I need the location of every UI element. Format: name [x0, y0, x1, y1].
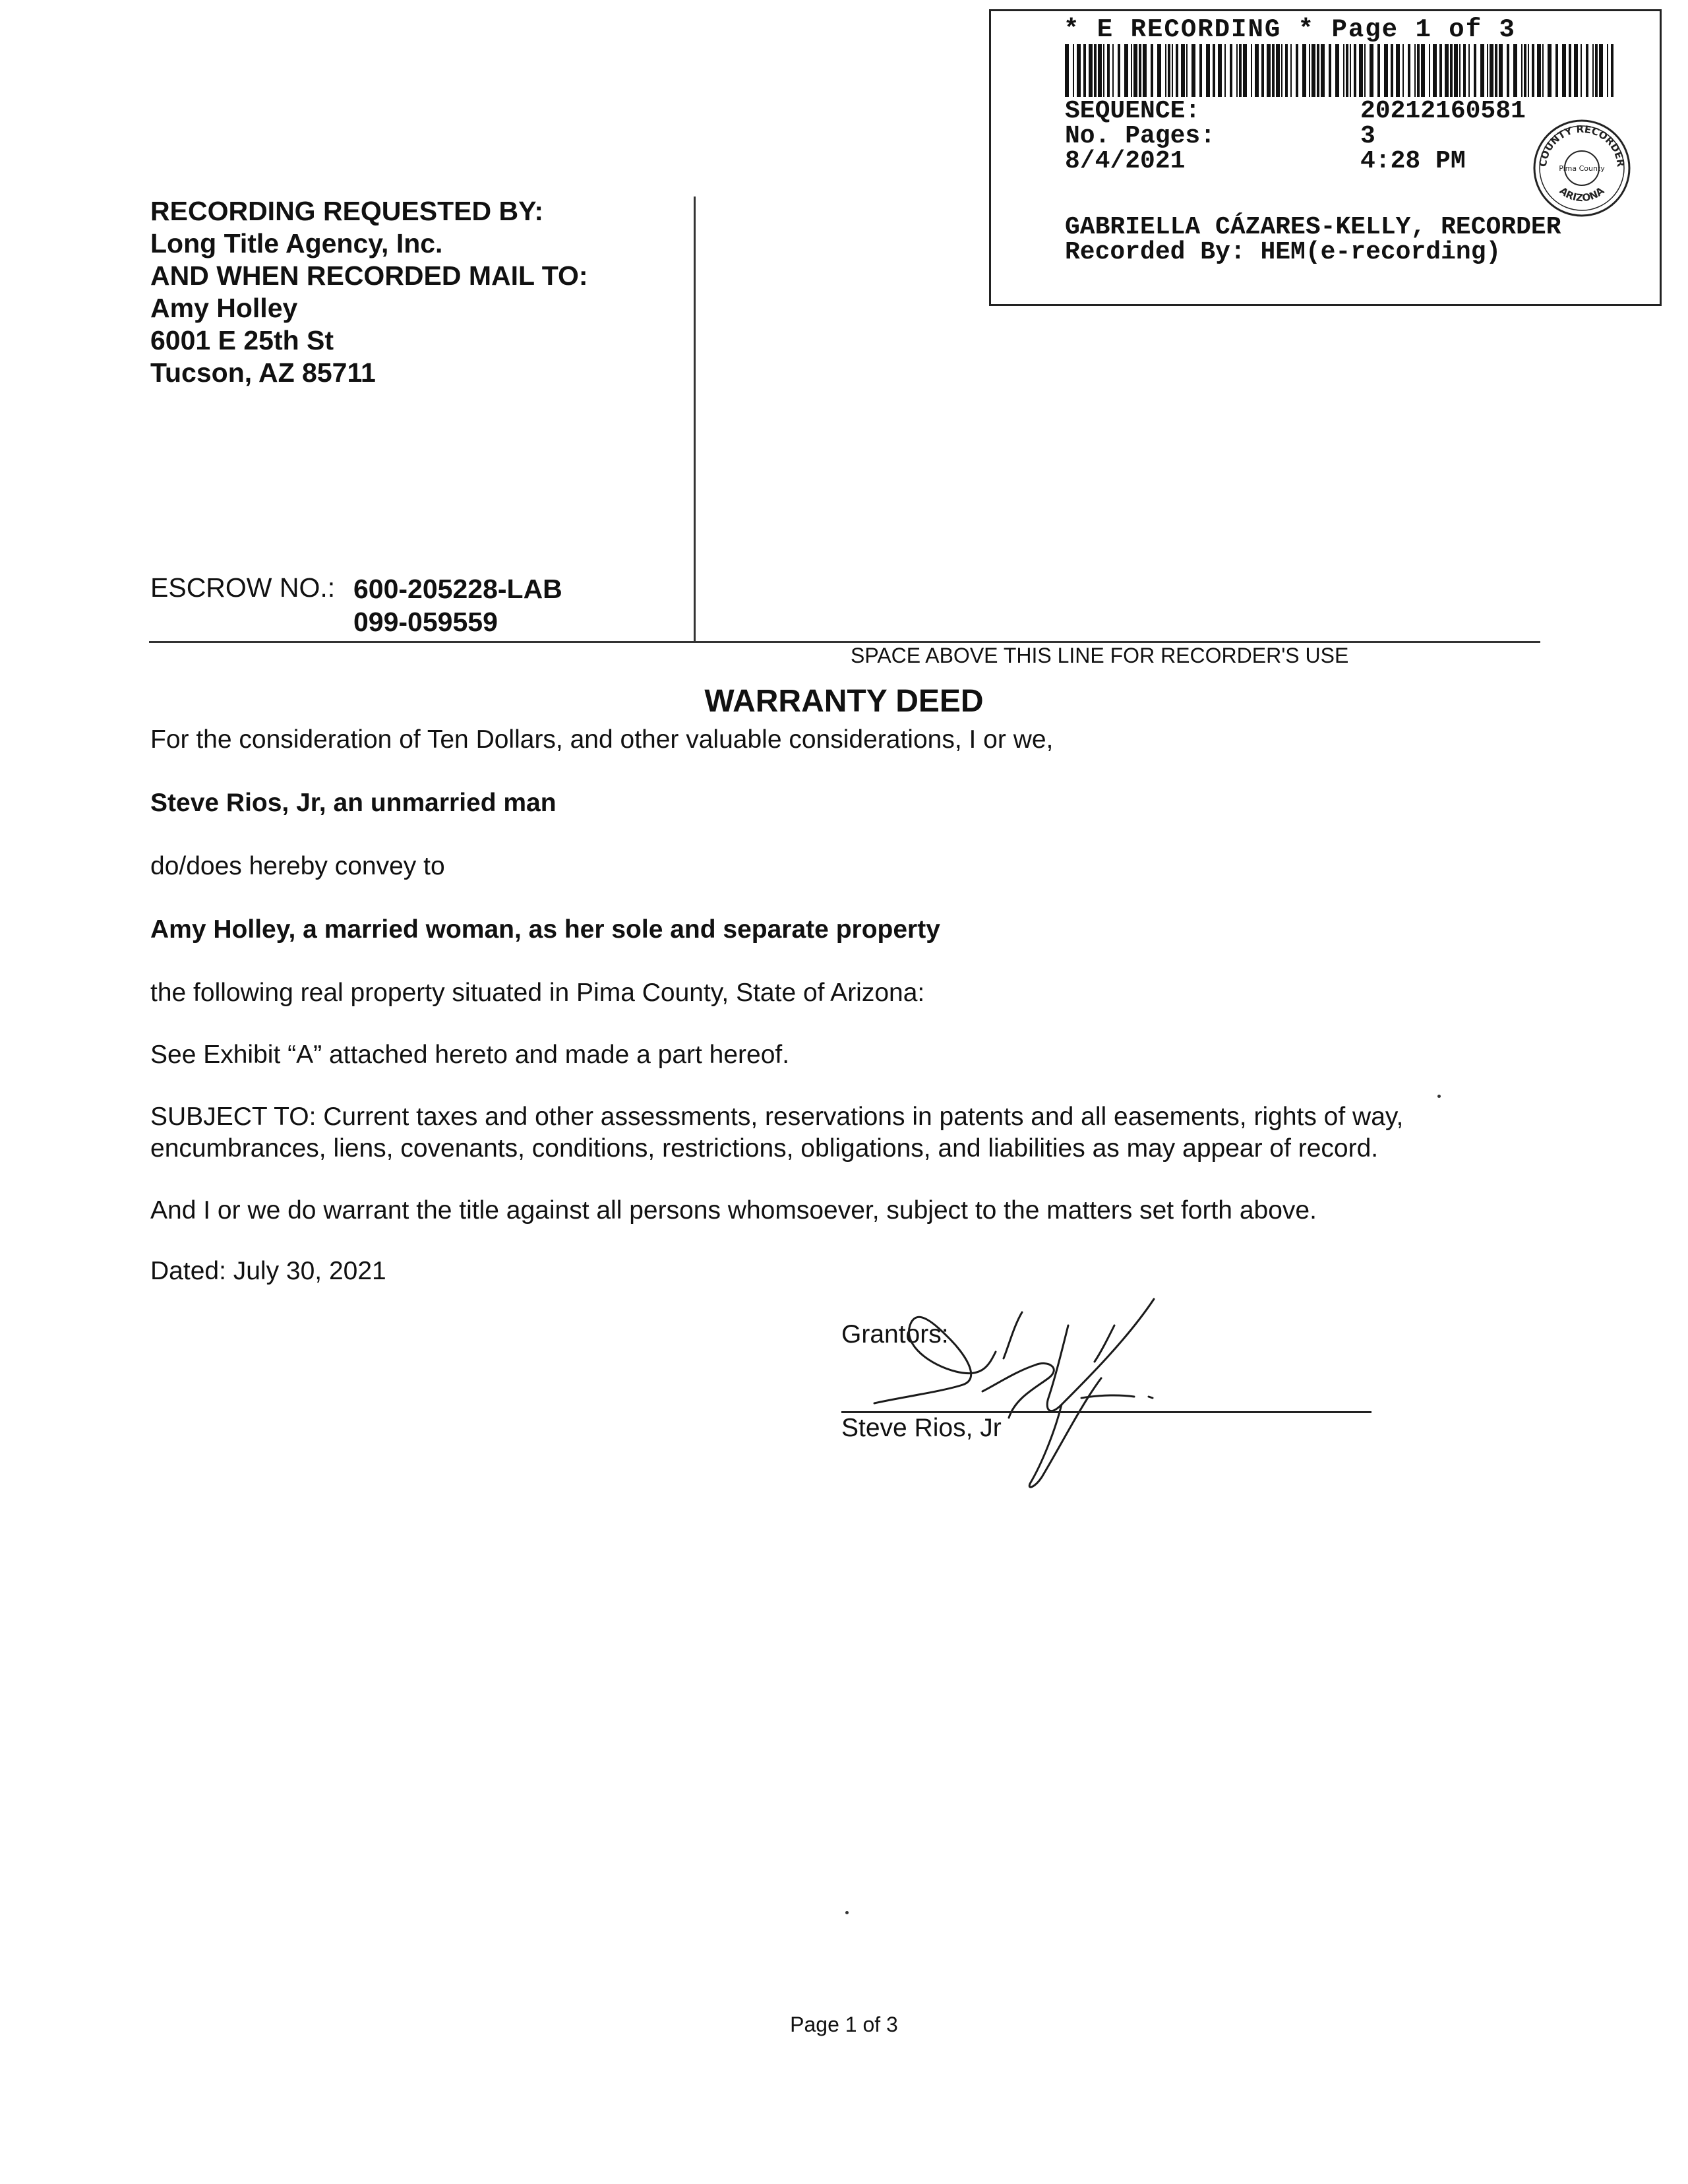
record-time: 4:28 PM	[1360, 147, 1466, 175]
mail-to-city: Tucson, AZ 85711	[150, 357, 376, 388]
county-seal-icon	[1530, 117, 1633, 220]
barcode-bar	[1255, 44, 1259, 97]
barcode-bar	[1524, 44, 1526, 97]
barcode-bar	[1408, 44, 1410, 97]
barcode-bar	[1103, 44, 1104, 97]
barcode-bar	[1290, 44, 1292, 97]
grantors-label: Grantors:	[841, 1320, 949, 1349]
escrow-number-1: 600-205228-LAB	[353, 574, 562, 604]
barcode-bar	[1181, 44, 1185, 97]
barcode-bar	[1077, 44, 1081, 97]
barcode-bar	[1396, 44, 1400, 97]
barcode-bar	[1391, 44, 1393, 97]
barcode-bar	[1599, 44, 1603, 97]
barcode-bar	[1073, 44, 1074, 97]
svg-text:ARIZONA: ARIZONA	[1557, 185, 1607, 204]
barcode-bar	[1107, 44, 1110, 97]
escrow-numbers	[353, 572, 562, 638]
barcode-bar	[1402, 44, 1404, 97]
grantor-text: Steve Rios, Jr, an unmarried man	[150, 789, 557, 817]
barcode-bar	[1165, 44, 1166, 97]
stamp-header: * E RECORDING * Page 1 of 3	[1064, 15, 1516, 44]
subject-to-line-2: encumbrances, liens, covenants, conditions, restrictions, obligations, and liabilities as may appear of record.	[150, 1134, 1379, 1163]
barcode-bar	[1354, 44, 1356, 97]
barcode-bar	[1118, 44, 1120, 97]
recorder-space-divider	[149, 641, 1540, 643]
barcode-bar	[1370, 44, 1373, 97]
barcode-bar	[1251, 44, 1252, 97]
barcode-bar	[1445, 44, 1449, 97]
barcode-bar	[1499, 44, 1503, 97]
barcode-bar	[1474, 44, 1476, 97]
barcode-bar	[1089, 44, 1093, 97]
barcode-bar	[1562, 44, 1566, 97]
grantee-text: Amy Holley, a married woman, as her sole and separate property	[150, 915, 940, 944]
barcode-bar	[1157, 44, 1161, 97]
signature-line	[841, 1411, 1372, 1413]
record-date: 8/4/2021	[1065, 147, 1186, 175]
warranty-text: And I or we do warrant the title against all persons whomsoever, subject to the matters set forth above.	[150, 1196, 1317, 1225]
barcode-bar	[1521, 44, 1522, 97]
barcode-bar	[1592, 44, 1594, 97]
barcode-bar	[1243, 44, 1247, 97]
barcode-bar	[1172, 44, 1173, 97]
barcode-bar	[1191, 44, 1195, 97]
barcode-bar	[1168, 44, 1170, 97]
convey-text: do/does hereby convey to	[150, 852, 445, 880]
barcode-bar	[1513, 44, 1517, 97]
barcode-bar	[1276, 44, 1280, 97]
barcode-bar	[1133, 44, 1137, 97]
subject-to-clause	[150, 1101, 1403, 1165]
escrow-label: ESCROW NO.:	[150, 572, 336, 603]
barcode-bar	[1124, 44, 1128, 97]
sequence-label: SEQUENCE:	[1065, 97, 1201, 125]
subject-to-line-1: SUBJECT TO: Current taxes and other assessments, reservations in patents and all easements, rights of way,	[150, 1103, 1404, 1131]
barcode-bar	[1454, 44, 1458, 97]
barcode-bar	[1569, 44, 1571, 97]
recorder-stamp	[989, 9, 1662, 306]
barcode-bar	[1186, 44, 1188, 97]
barcode-bar	[1495, 44, 1497, 97]
barcode-bar	[1199, 44, 1202, 97]
barcode-bar	[1439, 44, 1442, 97]
barcode-bar	[1459, 44, 1461, 97]
barcode-bar	[1595, 44, 1598, 97]
barcode-bar	[1206, 44, 1210, 97]
barcode-bar	[1261, 44, 1264, 97]
pages-label: No. Pages:	[1065, 122, 1216, 150]
barcode-bar	[1335, 44, 1339, 97]
barcode-bar	[1480, 44, 1484, 97]
property-text: the following real property situated in Pima County, State of Arizona:	[150, 979, 925, 1007]
barcode-bar	[1359, 44, 1363, 97]
barcode-bar	[1309, 44, 1310, 97]
recorded-by: Recorded By: HEM(e-recording)	[1065, 238, 1501, 266]
barcode-bar	[1083, 44, 1086, 97]
barcode-bar	[1311, 44, 1315, 97]
scan-speck	[845, 1911, 849, 1914]
barcode-bar	[1239, 44, 1242, 97]
sequence-value: 20212160581	[1360, 97, 1526, 125]
barcode-bar	[1607, 44, 1608, 97]
escrow-number-2: 099-059559	[353, 607, 498, 637]
barcode-bar	[1213, 44, 1215, 97]
barcode-bar	[1302, 44, 1306, 97]
barcode-bar	[1176, 44, 1178, 97]
barcode-bar	[1094, 44, 1097, 97]
barcode-bar	[1581, 44, 1582, 97]
vertical-divider	[694, 197, 696, 642]
barcode-bar	[1151, 44, 1153, 97]
scan-speck	[1437, 1095, 1441, 1098]
svg-text:Pima County: Pima County	[1559, 164, 1605, 173]
barcode-bar	[1548, 44, 1552, 97]
mail-to-label: AND WHEN RECORDED MAIL TO:	[150, 260, 588, 291]
deed-title: WARRANTY DEED	[704, 684, 984, 719]
barcode-bar	[1065, 44, 1069, 97]
barcode-bar	[1272, 44, 1275, 97]
barcode-bar	[1236, 44, 1238, 97]
svg-text:COUNTY RECORDER: COUNTY RECORDER	[1536, 123, 1627, 168]
barcode-bar	[1463, 44, 1466, 97]
requested-by-agency: Long Title Agency, Inc.	[150, 228, 443, 258]
barcode	[1065, 44, 1613, 97]
barcode-bar	[1574, 44, 1578, 97]
mail-to-street: 6001 E 25th St	[150, 325, 334, 355]
barcode-bar	[1450, 44, 1453, 97]
page-number: Page 1 of 3	[790, 2013, 898, 2036]
barcode-bar	[1586, 44, 1588, 97]
barcode-bar	[1417, 44, 1420, 97]
barcode-bar	[1532, 44, 1534, 97]
barcode-bar	[1384, 44, 1388, 97]
barcode-bar	[1350, 44, 1351, 97]
barcode-bar	[1112, 44, 1114, 97]
barcode-bar	[1346, 44, 1348, 97]
barcode-bar	[1528, 44, 1529, 97]
barcode-bar	[1487, 44, 1488, 97]
recorder-use-note: SPACE ABOVE THIS LINE FOR RECORDER'S USE	[851, 644, 1349, 667]
barcode-bar	[1281, 44, 1282, 97]
signer-name: Steve Rios, Jr	[841, 1414, 1002, 1442]
barcode-bar	[1329, 44, 1331, 97]
exhibit-text: See Exhibit “A” attached hereto and made a part hereof.	[150, 1041, 790, 1069]
barcode-bar	[1218, 44, 1222, 97]
barcode-bar	[1317, 44, 1319, 97]
barcode-bar	[1364, 44, 1366, 97]
barcode-bar	[1490, 44, 1493, 97]
consideration-text: For the consideration of Ten Dollars, and other valuable considerations, I or we,	[150, 725, 1054, 754]
barcode-bar	[1433, 44, 1437, 97]
dated-text: Dated: July 30, 2021	[150, 1257, 386, 1285]
barcode-bar	[1507, 44, 1509, 97]
requested-by-label: RECORDING REQUESTED BY:	[150, 196, 544, 226]
barcode-bar	[1537, 44, 1541, 97]
barcode-bar	[1224, 44, 1226, 97]
barcode-bar	[1377, 44, 1380, 97]
barcode-bar	[1421, 44, 1425, 97]
barcode-bar	[1230, 44, 1232, 97]
barcode-bar	[1285, 44, 1288, 97]
mail-to-name: Amy Holley	[150, 293, 298, 323]
barcode-bar	[1143, 44, 1147, 97]
barcode-bar	[1321, 44, 1325, 97]
barcode-bar	[1542, 44, 1544, 97]
recorder-name: GABRIELLA CÁZARES-KELLY, RECORDER	[1065, 213, 1561, 241]
barcode-bar	[1139, 44, 1141, 97]
barcode-bar	[1131, 44, 1132, 97]
barcode-bar	[1414, 44, 1416, 97]
barcode-bar	[1343, 44, 1344, 97]
pages-value: 3	[1360, 122, 1375, 150]
barcode-bar	[1296, 44, 1298, 97]
recording-request-block	[150, 195, 588, 389]
barcode-bar	[1611, 44, 1613, 97]
barcode-bar	[1098, 44, 1102, 97]
barcode-bar	[1267, 44, 1271, 97]
barcode-bar	[1555, 44, 1558, 97]
barcode-bar	[1468, 44, 1470, 97]
handwritten-signature	[851, 1286, 1233, 1497]
barcode-bar	[1429, 44, 1430, 97]
